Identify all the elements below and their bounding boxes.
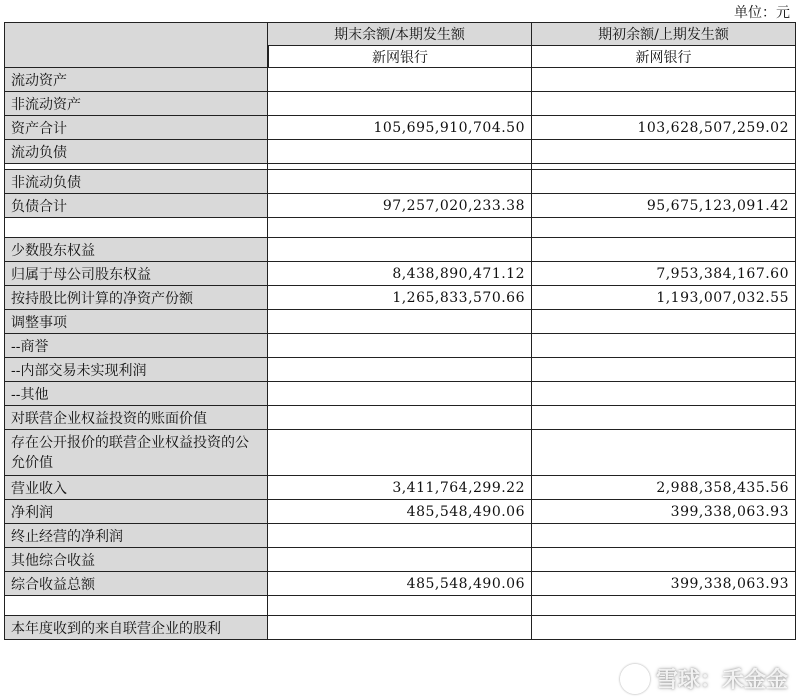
row-label: 对联营企业权益投资的账面价值: [4, 406, 268, 430]
current-value: [268, 218, 532, 238]
prior-value: 95,675,123,091.42: [532, 194, 796, 218]
prior-value: [532, 358, 796, 382]
col-subheader-prior: 新网银行: [532, 46, 796, 68]
table-row: [4, 572, 796, 596]
prior-value: [532, 68, 796, 92]
table-row: [4, 616, 796, 640]
row-label: 非流动负债: [4, 170, 268, 194]
current-value: 485,548,490.06: [268, 572, 532, 596]
current-value: [268, 310, 532, 334]
prior-value: [532, 170, 796, 194]
table-row: [4, 334, 796, 358]
current-value: 1,265,833,570.66: [268, 286, 532, 310]
row-label: 存在公开报价的联营企业权益投资的公允价值: [4, 430, 268, 476]
current-value: [268, 170, 532, 194]
current-value: [268, 430, 532, 476]
row-label: 非流动资产: [4, 92, 268, 116]
table-row: [4, 310, 796, 334]
prior-value: [532, 406, 796, 430]
table-row: [4, 238, 796, 262]
prior-value: [532, 140, 796, 164]
current-value: [268, 524, 532, 548]
table-row-empty: [4, 596, 796, 616]
current-value: [268, 238, 532, 262]
header-row: [4, 22, 796, 46]
current-value: 105,695,910,704.50: [268, 116, 532, 140]
prior-value: [532, 616, 796, 640]
watermark-text: 雪球：禾金金: [655, 668, 788, 693]
col-header-current: 期末余额/本期发生额: [268, 22, 532, 46]
current-value: [268, 92, 532, 116]
row-label: 终止经营的净利润: [4, 524, 268, 548]
table-row-empty: [4, 218, 796, 238]
row-label: 按持股比例计算的净资产份额: [4, 286, 268, 310]
current-value: [268, 334, 532, 358]
prior-value: 399,338,063.93: [532, 572, 796, 596]
row-label: --其他: [4, 382, 268, 406]
table-row: [4, 262, 796, 286]
prior-value: [532, 596, 796, 616]
row-label: [4, 596, 268, 616]
current-value: [268, 596, 532, 616]
prior-value: 103,628,507,259.02: [532, 116, 796, 140]
col-header-prior: 期初余额/上期发生额: [532, 22, 796, 46]
table-row: [4, 286, 796, 310]
prior-value: [532, 430, 796, 476]
prior-value: [532, 334, 796, 358]
prior-value: 1,193,007,032.55: [532, 286, 796, 310]
current-value: [268, 140, 532, 164]
row-label: 负债合计: [4, 194, 268, 218]
row-label: 本年度收到的来自联营企业的股利: [4, 616, 268, 640]
prior-value: [532, 524, 796, 548]
table-row: [4, 68, 796, 92]
table-row: [4, 358, 796, 382]
row-label: --内部交易未实现利润: [4, 358, 268, 382]
watermark-logo-icon: [620, 664, 650, 694]
table-row: [4, 430, 796, 476]
prior-value: 7,953,384,167.60: [532, 262, 796, 286]
row-label: 少数股东权益: [4, 238, 268, 262]
prior-value: [532, 310, 796, 334]
table-row: [4, 476, 796, 500]
row-label: 流动负债: [4, 140, 268, 164]
watermark: [620, 663, 788, 694]
col-subheader-current: 新网银行: [268, 46, 532, 68]
current-value: 3,411,764,299.22: [268, 476, 532, 500]
row-label: 归属于母公司股东权益: [4, 262, 268, 286]
table-row: [4, 548, 796, 572]
table-row: [4, 194, 796, 218]
current-value: [268, 616, 532, 640]
row-label: [4, 218, 268, 238]
row-label: 其他综合收益: [4, 548, 268, 572]
prior-value: 2,988,358,435.56: [532, 476, 796, 500]
row-label: 综合收益总额: [4, 572, 268, 596]
row-label: 资产合计: [4, 116, 268, 140]
current-value: 8,438,890,471.12: [268, 262, 532, 286]
table-row: [4, 382, 796, 406]
table-row: [4, 116, 796, 140]
table-row: [4, 524, 796, 548]
row-label: 调整事项: [4, 310, 268, 334]
prior-value: [532, 92, 796, 116]
prior-value: [532, 218, 796, 238]
prior-value: [532, 548, 796, 572]
row-label: 流动资产: [4, 68, 268, 92]
current-value: [268, 68, 532, 92]
current-value: [268, 548, 532, 572]
table-row: [4, 170, 796, 194]
unit-label: 单位：元: [734, 5, 790, 21]
current-value: [268, 382, 532, 406]
prior-value: [532, 238, 796, 262]
current-value: 97,257,020,233.38: [268, 194, 532, 218]
current-value: [268, 358, 532, 382]
table-row: [4, 406, 796, 430]
header-corner: [4, 22, 268, 68]
current-value: [268, 406, 532, 430]
current-value: 485,548,490.06: [268, 500, 532, 524]
row-label: 营业收入: [4, 476, 268, 500]
prior-value: [532, 382, 796, 406]
prior-value: 399,338,063.93: [532, 500, 796, 524]
financial-table: [4, 22, 796, 640]
table-row: [4, 500, 796, 524]
row-label: 净利润: [4, 500, 268, 524]
table-row: [4, 140, 796, 164]
row-label: --商誉: [4, 334, 268, 358]
table-row: [4, 92, 796, 116]
